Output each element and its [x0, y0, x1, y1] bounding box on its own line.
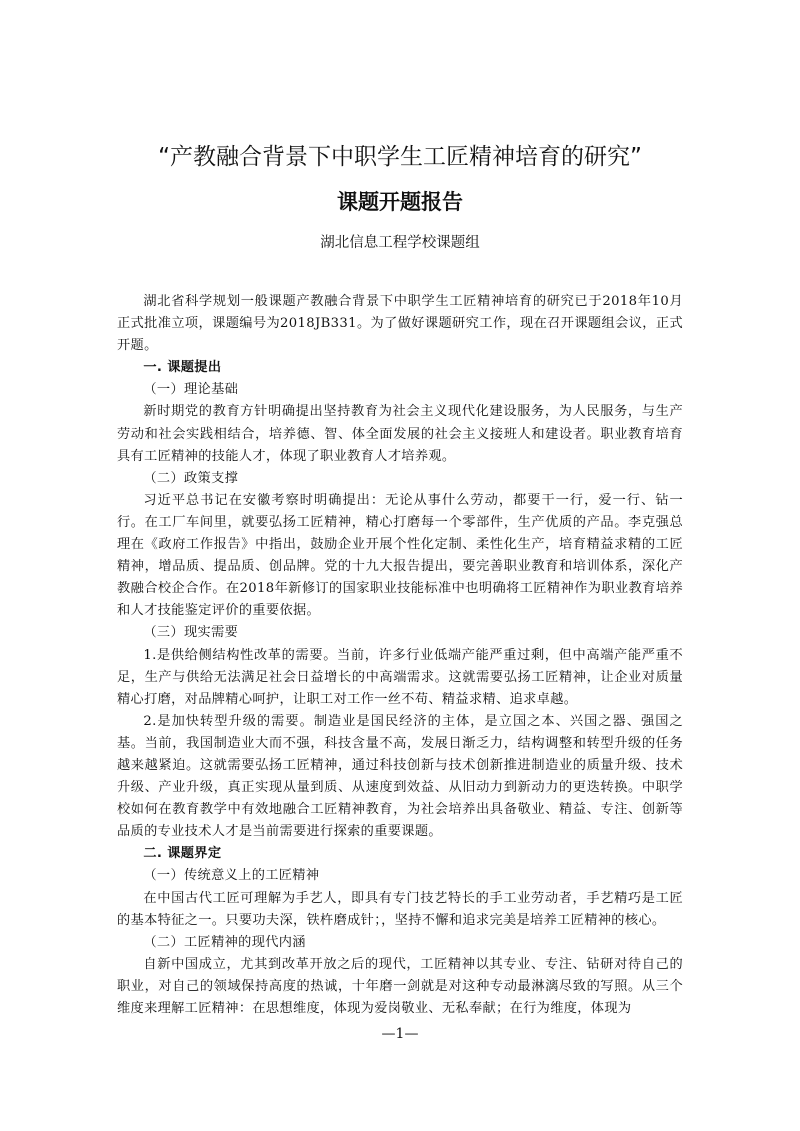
paragraph-policy: 习近平总书记在安徽考察时明确提出：无论从事什么劳动，都要干一行，爱一行、钻一行。在工厂车间里，就要弘扬工匠精神，精心打磨每一个零部件，生产优质的产品。李克强总理在《政府工作报告》中指出，鼓励企业开展个性化定制、柔性化生产，培育精益求精的工匠精神，增品质、提品质、创品牌。党的十九大报告提出，要完善职业教育和培训体系，深化产教融合校企合作。在2018年新修订的国家职业技能标准中也明确将工匠精神作为职业教育培养和人才技能鉴定评价的重要依据。	[117, 492, 683, 619]
organization-name: 湖北信息工程学校课题组	[320, 235, 480, 251]
paragraph-needs-1: 1.是供给侧结构性改革的需要。当前，许多行业低端产能严重过剩，但中高端产能严重不足，生产与供给无法满足社会日益增长的中高端需求。这就需要弘扬工匠精神，让企业对质量精心打磨，对品牌精心呵护，让职工对工作一丝不苟、精益求精、追求卓越。	[117, 647, 683, 707]
paragraph-modern: 自新中国成立，尤其到改革开放之后的现代，工匠精神以其专业、专注、钻研对待自己的职业，对自己的领域保持高度的热诚，十年磨一剑就是对这种专动最淋漓尽致的写照。从三个维度来理解工匠精神：在思想维度，体现为爱岗敬业、无私奉献；在行为维度，体现为	[117, 956, 683, 1016]
document-subtitle: 课题开题报告	[337, 190, 463, 214]
subsection-heading-policy: （二）政策支撑	[143, 470, 239, 486]
paragraph-theory: 新时期党的教育方针明确提出坚持教育为社会主义现代化建设服务，为人民服务，与生产劳动和社会实践相结合，培养德、智、体全面发展的社会主义接班人和建设者。职业教育培育具有工匠精神的技能人才，体现了职业教育人才培养观。	[117, 404, 683, 464]
document-title: “产教融合背景下中职学生工匠精神培育的研究”	[158, 144, 642, 170]
subsection-heading-traditional: （一）传统意义上的工匠精神	[143, 868, 320, 884]
section-heading-1: 一. 课题提出	[143, 360, 222, 376]
intro-paragraph: 湖北省科学规划一般课题产教融合背景下中职学生工匠精神培育的研究已于2018年10月正式批准立项，课题编号为2018JB331。为了做好课题研究工作，现在召开课题组会议，正式开题。	[117, 294, 683, 354]
paragraph-traditional: 在中国古代工匠可理解为手艺人，即具有专门技艺特长的手工业劳动者，手艺精巧是工匠的基本特征之一。只要功夫深，铁杵磨成针；，坚持不懈和追求完美是培养工匠精神的核心。	[117, 890, 683, 928]
subsection-heading-modern: （二）工匠精神的现代内涵	[143, 934, 306, 950]
document-body	[117, 291, 683, 1020]
subsection-heading-needs: （三）现实需要	[143, 625, 239, 641]
subsection-heading-theory: （一）理论基础	[143, 382, 239, 398]
section-heading-2: 二. 课题界定	[143, 846, 222, 862]
page-number: —1—	[381, 1026, 419, 1042]
paragraph-needs-2: 2.是加快转型升级的需要。制造业是国民经济的主体，是立国之本、兴国之器、强国之基。当前，我国制造业大而不强，科技含量不高，发展日渐乏力，结构调整和转型升级的任务越来越紧迫。这就需要弘扬工匠精神，通过科技创新与技术创新推进制造业的质量升级、技术升级、产业升级，真正实现从量到质、从速度到效益、从旧动力到新动力的更迭转换。中职学校如何在教育教学中有效地融合工匠精神教育，为社会培养出具备敬业、精益、专注、创新等品质的专业技术人才是当前需要进行探索的重要课题。	[117, 713, 683, 840]
